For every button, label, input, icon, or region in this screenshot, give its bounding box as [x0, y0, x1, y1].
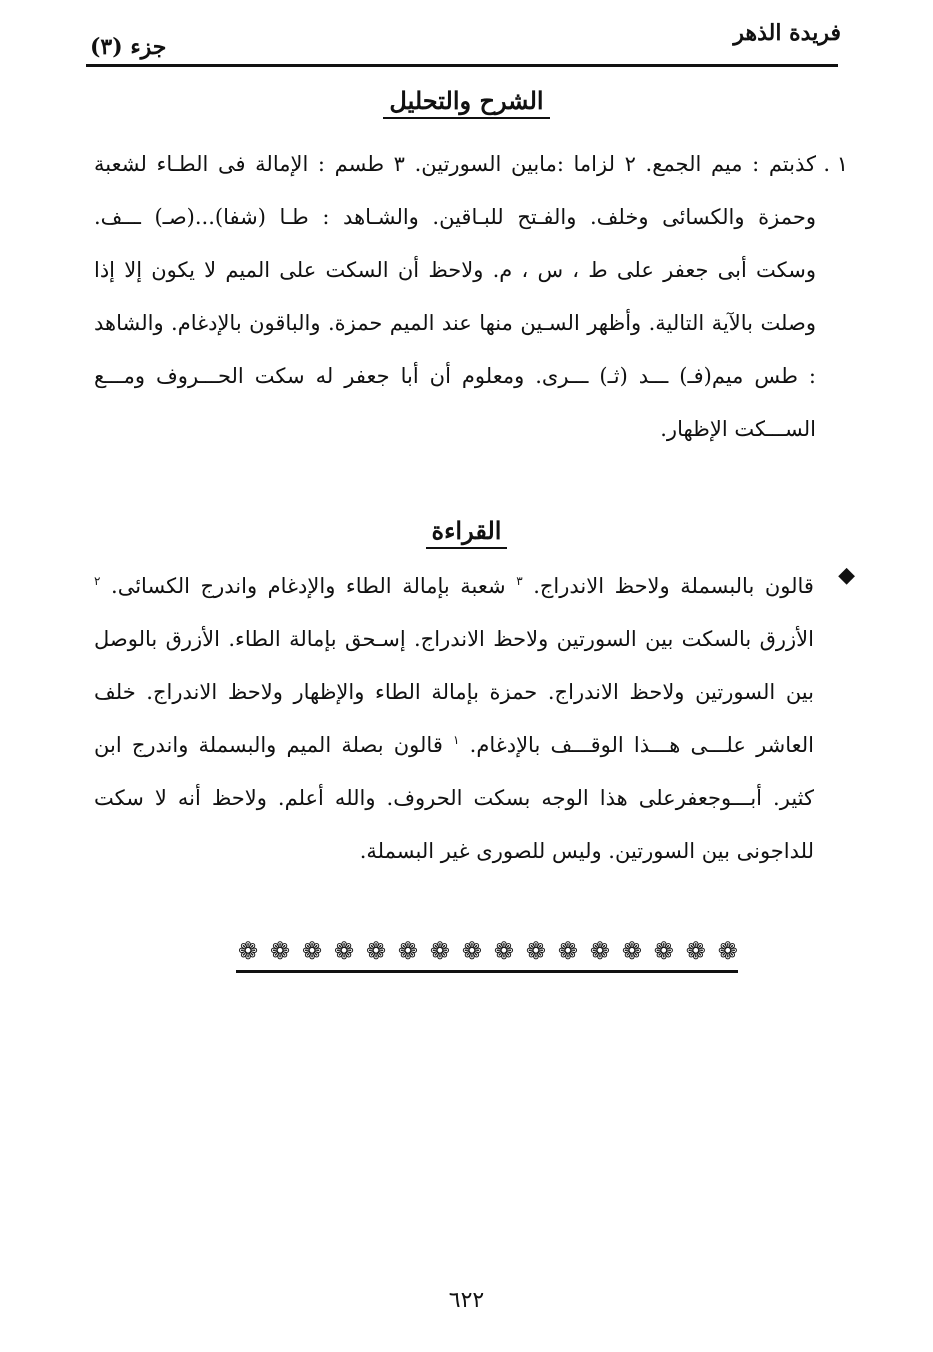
- reading-text-2: شعبة بإمالة الطاء والإدغام واندرج الكسائى.: [111, 574, 506, 598]
- flower-ornament-icon: ❁: [333, 937, 355, 965]
- flower-ornament-icon: ❁: [238, 937, 259, 965]
- flower-ornament-icon: ❁: [301, 937, 323, 965]
- flower-ornament-icon: ❁: [621, 937, 642, 965]
- page-number: ٦٢٢: [448, 1288, 485, 1313]
- section-title-commentary: [0, 86, 933, 119]
- footnote-marker-3: ٣: [516, 574, 523, 588]
- ornament-divider: [238, 938, 738, 964]
- flower-ornament-icon: ❁: [461, 937, 482, 965]
- flower-ornament-icon: ❁: [653, 937, 674, 965]
- header-rule: [86, 64, 838, 67]
- reading-text-4: قالون بصلة الميم والبسملة واندرج ابن كثير. أبـــوجعفرعلى هذا الوجه بسكت الحروف. والله أعلم. ولاحظ أنه لا سكت للداجونى بين السورتين. وليس للصورى غير البسملة.: [94, 733, 814, 863]
- ornament-rule: [236, 970, 738, 973]
- flower-ornament-icon: ❁: [269, 937, 291, 965]
- note-number: ١ .: [823, 152, 848, 176]
- section-title-commentary-text: الشرح والتحليل: [383, 86, 549, 119]
- reading-paragraph: [94, 560, 814, 878]
- footnote-marker-2: ٢: [94, 574, 101, 588]
- section-title-reading-text: القراءة: [426, 516, 508, 549]
- diamond-bullet-icon: ◆: [838, 563, 855, 588]
- flower-ornament-icon: ❁: [717, 937, 738, 965]
- flower-ornament-icon: ❁: [685, 937, 706, 965]
- commentary-text: كذبتم : ميم الجمع. ٢ لزاما :مابين السورتين. ٣ طسم : الإمالة فى الطـاء لشعبة وحمزة والكسائى وخلف. والفـتح للبـاقين. والشـاهد : طـا (شفا)...(صـ) ـــف. وسكت أبى جعفر على ط ، س ، م. ولاحظ أن السكت على الميم لا يكون إلا إذا وصلت بالآية التالية. وأظهر السـين منها عند الميم حمزة. والباقون بالإدغام. والشاهد : طس ميم(فـ) ـــد (ثـ) ـــرى. ومعلوم أن أبا جعفر له سكت الحـــروف ومـــع الســـكت الإظهار.: [94, 152, 817, 441]
- flower-ornament-icon: ❁: [365, 937, 387, 965]
- reading-text-3: الأزرق بالسكت بين السورتين ولاحظ الاندراج. إسـحق بإمالة الطاء. الأزرق بالوصل بين السورتين ولاحظ الاندراج. حمزة بإمالة الطاء والإظهار ولاحظ الاندراج. خلف العاشر علـــى هـــذا الوقـــف بالإدغام.: [94, 627, 815, 757]
- section-title-reading: [0, 516, 933, 549]
- flower-ornament-icon: ❁: [397, 937, 419, 965]
- commentary-paragraph: [94, 138, 848, 456]
- running-title: فريدة الذهر: [733, 20, 841, 46]
- flower-ornament-icon: ❁: [557, 937, 578, 965]
- flower-ornament-icon: ❁: [429, 937, 451, 965]
- flower-ornament-icon: ❁: [589, 937, 610, 965]
- reading-text-1: قالون بالبسملة ولاحظ الاندراج.: [533, 574, 814, 598]
- flower-ornament-icon: ❁: [525, 937, 546, 965]
- part-label: جزء (٣): [90, 34, 167, 60]
- footnote-marker-1: ١: [453, 733, 460, 747]
- flower-ornament-icon: ❁: [493, 937, 514, 965]
